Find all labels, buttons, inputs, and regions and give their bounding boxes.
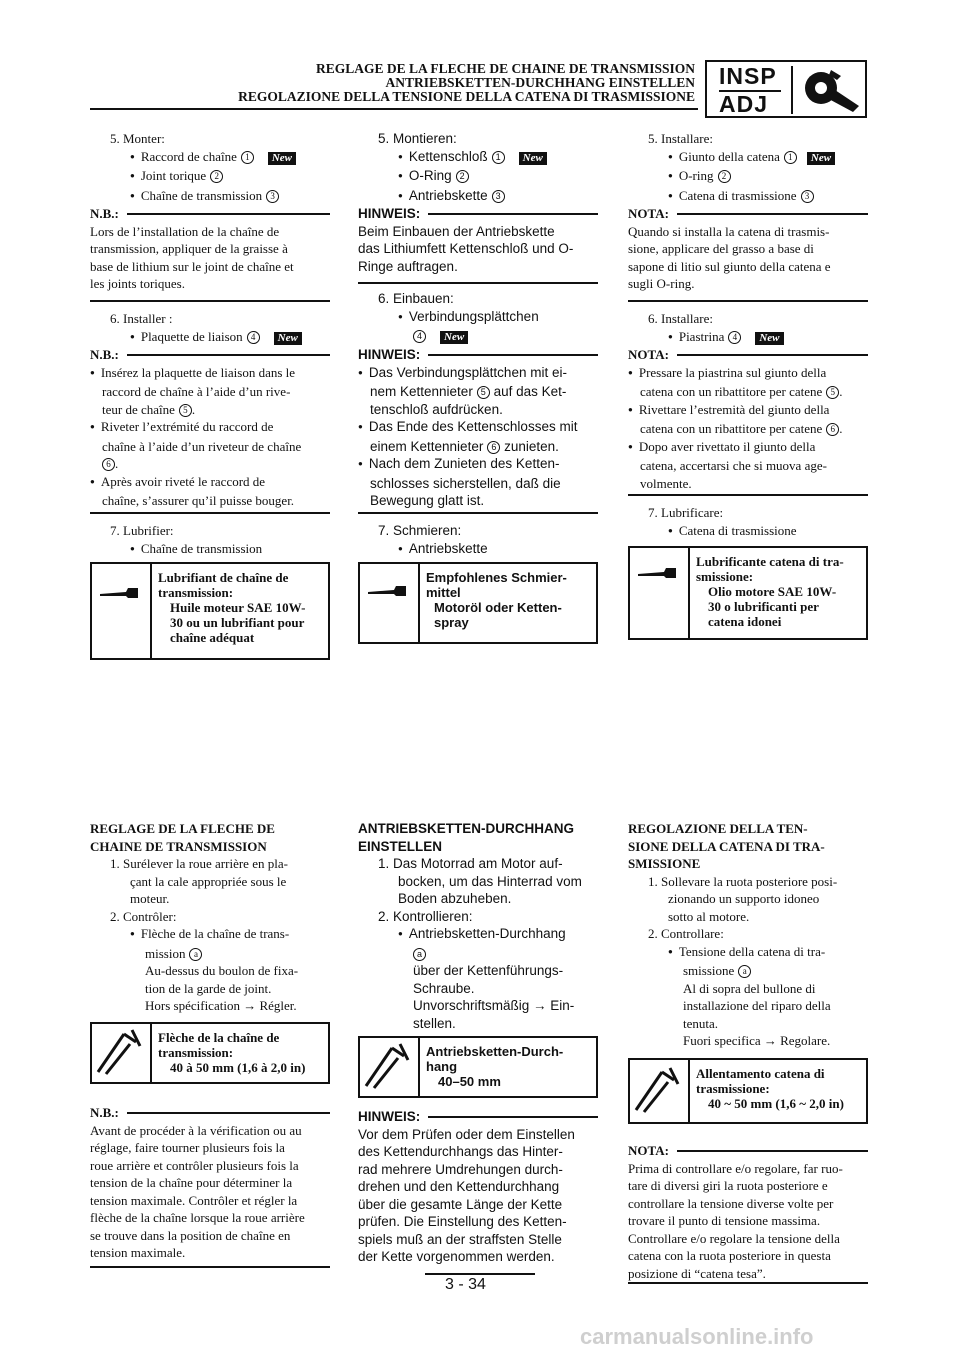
it-step1-cont: zionando un supporto idoneo [668, 891, 820, 906]
callout-6: 6 [102, 458, 115, 471]
fr-install-section [90, 130, 330, 206]
it-check-detail: installazione del riparo della [683, 998, 831, 1013]
header-title-it: REGOLAZIONE DELLA TENSIONE DELLA CATENA DI TRASMISSIONE [238, 89, 695, 104]
it-note-line: volmente. [640, 475, 692, 491]
it-note-1-heading: NOTA: [628, 205, 868, 223]
de-note-line: Vor dem Prüfen oder dem Einstellen [358, 1126, 575, 1142]
callout-5: 5 [477, 386, 490, 399]
spec-line: Lubrificante catena di tra- [696, 554, 844, 569]
fr-check-detail: Hors spécification → Régler. [145, 998, 297, 1013]
de-spec-text [426, 570, 590, 630]
fr-note-line: teur de chaîne 5 . [102, 401, 196, 417]
de-item-link-plate: ● Verbindungsplättchen [358, 308, 598, 328]
spec-line: Antriebsketten-Durch- [426, 1044, 564, 1059]
divider [628, 494, 868, 496]
de-note-line: nem Kettennieter 5 auf das Ket- [370, 384, 567, 399]
badge-adj: ADJ [719, 91, 769, 117]
de-adjust-section [358, 820, 598, 1032]
header-rule [90, 108, 698, 110]
fr-note-line: chaîne à l’aide d’un riveteur de chaîne [102, 438, 302, 454]
spec-line: 30 ou un lubrifiant pour [170, 615, 305, 630]
it-slack-spec [628, 1058, 868, 1124]
it-check-detail: tenuta. [683, 1015, 719, 1031]
fr-note-line: se trouve dans la position de chaîne en [90, 1227, 291, 1243]
it-item-label: Piastrina [678, 328, 725, 344]
spec-line: smissione: [696, 569, 754, 584]
de-section-title: ANTRIEBSKETTEN-DURCHHANG [358, 821, 574, 836]
divider [358, 512, 598, 514]
de-note-3 [358, 1108, 598, 1266]
fr-check-item-cont: mission a [90, 945, 330, 963]
de-step1-cont: bocken, um das Hinterrad vom [398, 873, 582, 889]
de-note-line: das Lithiumfett Kettenschloß und O- [358, 241, 574, 256]
callout-3: 3 [492, 190, 505, 203]
it-note-line: catena con la ruota posteriore in questa [628, 1248, 831, 1263]
page-header [170, 62, 695, 104]
fr-section-title: CHAINE DE TRANSMISSION [90, 838, 267, 854]
fr-note-line: ● Insérez la plaquette de liaison dans le [90, 364, 330, 384]
fr-note-3 [90, 1104, 330, 1262]
de-note-line: ● Das Ende des Kettenschlosses mit [358, 418, 598, 438]
de-check-detail: über der Kettenführungs- [413, 963, 564, 978]
oil-can-icon [630, 548, 684, 638]
de-check-item: ● Antriebsketten-Durchhang [358, 925, 598, 945]
callout-a: a [413, 948, 426, 961]
spec-line: hang [426, 1059, 458, 1074]
lubricant-icon-box [360, 564, 420, 642]
spec-line: chaîne adéquat [170, 630, 255, 645]
de-item-chain: ● Antriebskette [358, 540, 598, 560]
fr-step7: 7. Lubrifier: [110, 523, 174, 538]
de-slack-text [426, 1044, 590, 1089]
de-item-label: Kettenschloß [408, 148, 488, 164]
it-slack-text [696, 1066, 860, 1111]
caliper-icon [360, 1038, 414, 1096]
de-note-line: über die gesamte Länge der Kette [358, 1196, 563, 1212]
measurement-icon-box [360, 1038, 420, 1096]
it-step6: 6. Installare: [648, 311, 713, 326]
insp-adj-badge [705, 60, 867, 118]
divider [90, 512, 330, 514]
de-note-line: spiels muß an der straffsten Stelle [358, 1231, 562, 1247]
divider [90, 1266, 330, 1268]
it-item-label: O-ring [678, 168, 714, 183]
de-note-2 [358, 346, 598, 510]
de-note-line: der Kette vorgenommen werden. [358, 1249, 555, 1264]
wrench-gauge-icon [801, 66, 861, 114]
fr-item-label: Joint torique [140, 168, 207, 183]
de-check-detail: Unvorschriftsmäßig → Ein- [413, 998, 575, 1013]
de-item-chain [358, 187, 598, 207]
it-check-item-cont: smissione a [628, 962, 868, 980]
de-note-line: Ringe auftragen. [358, 258, 458, 274]
badge-separator [791, 66, 793, 114]
fr-check-item: ● Flèche de la chaîne de trans- [90, 925, 330, 945]
new-badge: New [274, 332, 302, 345]
it-note-line: sapone di litio sul giunto della catena e [628, 258, 831, 274]
de-install-section [358, 130, 598, 206]
callout-4: 4 [728, 331, 741, 344]
de-note-line: prüfen. Die Einstellung des Ketten- [358, 1214, 567, 1229]
it-note-3 [628, 1142, 868, 1282]
lubricant-icon-box [92, 564, 152, 658]
de-check-detail: stellen. [413, 1015, 456, 1031]
de-lubricant-spec [358, 562, 598, 644]
fr-item-chain: ● Chaîne de transmission [90, 540, 330, 560]
fr-note-2-heading: N.B.: [90, 346, 330, 364]
fr-slack-text [158, 1030, 322, 1075]
it-note-line: sione, applicare del grasso a base di [628, 241, 814, 256]
de-note-line: des Kettendurchhangs das Hinter- [358, 1144, 563, 1159]
header-title-de: ANTRIEBSKETTEN-DURCHHANG EINSTELLEN [385, 75, 695, 90]
it-note-line: Controllare e/o regolare la tensione della [628, 1230, 840, 1246]
de-item-label: Antriebskette [408, 187, 488, 203]
it-item-label: Giunto della catena [678, 148, 780, 164]
spec-line: Huile moteur SAE 10W- [170, 600, 306, 615]
it-item-oring [628, 167, 868, 187]
fr-step6-section [90, 310, 330, 347]
fr-step1-cont: moteur. [130, 891, 170, 906]
fr-note-line: les joints toriques. [90, 276, 185, 291]
de-check-detail: Schraube. [413, 980, 475, 996]
divider [358, 282, 598, 284]
de-note-3-heading: HINWEIS: [358, 1108, 598, 1126]
it-step1-cont: sotto al motore. [668, 908, 750, 924]
page-number: 3 - 34 [445, 1276, 486, 1293]
it-step1: 1. Sollevare la ruota posteriore posi- [648, 873, 838, 889]
caliper-icon [92, 1024, 146, 1082]
callout-5: 5 [826, 386, 839, 399]
spec-line: transmission: [158, 1045, 234, 1060]
it-check-item: ● Tensione della catena di tra- [628, 943, 868, 963]
de-step6-section [358, 290, 598, 345]
it-note-line: trovare il punto di tensione massima. [628, 1213, 821, 1228]
new-badge: New [755, 332, 783, 345]
it-item-chain: ● Catena di trasmissione [628, 522, 868, 542]
it-adjust-section [628, 820, 868, 1050]
fr-note-line: ● Riveter l’extrémité du raccord de [90, 418, 330, 438]
de-item-oring [358, 167, 598, 187]
divider [628, 1282, 868, 1284]
fr-note-1-heading: N.B.: [90, 205, 330, 223]
new-badge: New [440, 331, 468, 344]
new-badge: New [807, 152, 835, 165]
it-note-line: catena con un ribattitore per catene 5 . [640, 384, 843, 399]
de-note-line: schlosses sicherstellen, daß die [370, 475, 561, 491]
it-section-title: SMISSIONE [628, 856, 701, 871]
it-check-detail: Al di sopra del bullone di [683, 980, 816, 996]
it-item-label: Catena di trasmissione [678, 187, 797, 203]
spec-line: trasmissione: [696, 1081, 770, 1096]
spec-line: transmission: [158, 585, 234, 600]
fr-note-1 [90, 205, 330, 293]
de-note-line: ● Nach dem Zunieten des Ketten- [358, 455, 598, 475]
de-note-1-heading: HINWEIS: [358, 205, 598, 223]
spec-line: 40 à 50 mm (1,6 à 2,0 in) [170, 1060, 306, 1075]
it-note-line: ● Pressare la piastrina sul giunto della [628, 364, 868, 384]
oil-can-icon [360, 564, 414, 642]
spec-line: mittel [426, 585, 461, 600]
fr-note-line: flèche de la chaîne lorsque la roue arrière [90, 1210, 305, 1225]
it-note-line: tare di diversi giri la ruota posteriore e [628, 1178, 828, 1193]
it-step7: 7. Lubrificare: [648, 505, 724, 520]
de-item-label: O-Ring [408, 168, 452, 183]
fr-item-label: Raccord de chaîne [140, 148, 237, 164]
divider [628, 300, 868, 302]
fr-lubricant-spec [90, 562, 330, 660]
callout-2: 2 [456, 170, 469, 183]
it-note-line: catena, accertarsi che si muova age- [640, 458, 827, 473]
lubricant-icon-box [630, 548, 690, 638]
measurement-icon-box [92, 1024, 152, 1082]
de-note-line: drehen und den Kettendurchhang [358, 1179, 560, 1194]
measurement-icon-box [630, 1060, 690, 1122]
fr-spec-text [158, 570, 322, 645]
callout-1: 1 [784, 151, 797, 164]
it-item-chain-joint [628, 148, 868, 168]
spec-line: 40–50 mm [438, 1074, 501, 1089]
fr-note-3-heading: N.B.: [90, 1104, 330, 1122]
callout-1: 1 [241, 151, 254, 164]
spec-line: Flèche de la chaîne de [158, 1030, 280, 1045]
de-note-line: rad mehrere Umdrehungen durch- [358, 1161, 563, 1177]
de-section-title: EINSTELLEN [358, 838, 443, 854]
it-step5: 5. Installare: [648, 131, 713, 146]
fr-note-line: tension maximale. [90, 1245, 186, 1260]
it-check-detail: Fuori specifica → Regolare. [683, 1033, 831, 1048]
fr-step6: 6. Installer : [110, 311, 173, 326]
de-step1: 1. Das Motorrad am Motor auf- [378, 856, 563, 871]
spec-line: Olio motore SAE 10W- [708, 584, 837, 599]
it-note-line: ● Dopo aver rivettato il giunto della [628, 438, 868, 458]
oil-can-icon [92, 564, 146, 658]
fr-item-chain-joint [90, 148, 330, 168]
it-item-plate [628, 328, 868, 348]
fr-section-title: REGLAGE DE LA FLECHE DE [90, 821, 275, 836]
callout-1: 1 [492, 151, 505, 164]
de-step1-cont: Boden abzuheben. [398, 891, 512, 906]
it-note-line: Quando si installa la catena di trasmis- [628, 223, 830, 239]
fr-note-line: Avant de procéder à la vérification ou au [90, 1122, 302, 1138]
it-note-2 [628, 346, 868, 492]
badge-insp: INSP [719, 63, 777, 89]
fr-item-chain [90, 187, 330, 207]
fr-note-line: tension de la chaîne pour déterminer la [90, 1175, 293, 1190]
fr-step2: 2. Contrôler: [110, 908, 177, 924]
de-note-line: einem Kettennieter 6 zunieten. [370, 438, 559, 454]
de-check-item-callout [358, 945, 598, 963]
it-note-3-heading: NOTA: [628, 1142, 868, 1160]
it-step6-section [628, 310, 868, 347]
it-note-1 [628, 205, 868, 293]
fr-note-line: tension maximale. Contrôler et régler la [90, 1192, 298, 1208]
fr-note-line: ● Après avoir riveté le raccord de [90, 473, 330, 493]
de-note-line: Beim Einbauen der Antriebskette [358, 223, 555, 239]
callout-3: 3 [801, 190, 814, 203]
fr-step1: 1. Surélever la roue arrière en pla- [110, 856, 288, 871]
de-note-1 [358, 205, 598, 275]
de-step5: 5. Montieren: [378, 131, 457, 146]
it-spec-text [696, 554, 860, 629]
de-note-line: Bewegung glatt ist. [370, 493, 485, 508]
fr-adjust-section [90, 820, 330, 1015]
it-note-line: posizione di “catena tesa”. [628, 1265, 766, 1281]
de-step2: 2. Kontrollieren: [378, 908, 473, 924]
fr-note-line: transmission, appliquer de la graisse à [90, 241, 288, 256]
spec-line: Motoröl oder Ketten- [434, 600, 562, 615]
it-lubricant-spec [628, 546, 868, 640]
fr-item-label: Chaîne de transmission [140, 187, 263, 203]
fr-step5: 5. Monter: [110, 131, 165, 146]
fr-item-link-plate [90, 328, 330, 348]
fr-check-detail: Au-dessus du boulon de fixa- [145, 963, 299, 978]
it-note-2-heading: NOTA: [628, 346, 868, 364]
fr-note-line: roue arrière et contrôler plusieurs fois la [90, 1157, 299, 1173]
spec-line: catena idonei [708, 614, 782, 629]
de-note-line: ● Das Verbindungsplättchen mit ei- [358, 364, 598, 384]
watermark: carmanualsonline.info [580, 1324, 814, 1349]
fr-note-2 [90, 346, 330, 510]
de-slack-spec [358, 1036, 598, 1098]
callout-a: a [738, 965, 751, 978]
fr-note-line: raccord de chaîne à l’aide d’un rive- [102, 384, 291, 399]
spec-line: Lubrifiant de chaîne de [158, 570, 289, 585]
fr-note-line: chaîne, s’assurer qu’il puisse bouger. [102, 493, 295, 508]
callout-4: 4 [247, 331, 260, 344]
fr-item-label: Plaquette de liaison [140, 328, 243, 344]
fr-note-line: base de lithium sur le joint de chaîne et [90, 258, 294, 274]
callout-3: 3 [266, 190, 279, 203]
it-step7-section [628, 504, 868, 541]
it-section-title: REGOLAZIONE DELLA TEN- [628, 821, 808, 836]
it-section-title: SIONE DELLA CATENA DI TRA- [628, 838, 825, 854]
de-step6: 6. Einbauen: [378, 291, 454, 306]
fr-slack-spec [90, 1022, 330, 1084]
de-note-2-heading: HINWEIS: [358, 346, 598, 364]
callout-6: 6 [826, 423, 839, 436]
spec-line: 40 ~ 50 mm (1,6 ~ 2,0 in) [708, 1096, 844, 1111]
it-install-section [628, 130, 868, 206]
it-item-chain [628, 187, 868, 207]
header-title-fr: REGLAGE DE LA FLECHE DE CHAINE DE TRANSMISSION [316, 61, 695, 76]
divider [90, 300, 330, 302]
de-item-link-plate-callout [358, 327, 598, 345]
de-note-line: tenschloß aufdrücken. [370, 401, 503, 417]
de-item-chain-joint [358, 148, 598, 168]
page-number-rule [425, 1273, 535, 1275]
de-step7-section [358, 522, 598, 559]
spec-line: Empfohlenes Schmier- [426, 570, 567, 585]
callout-4: 4 [413, 330, 426, 343]
fr-step7-section [90, 522, 330, 559]
spec-line: spray [434, 615, 469, 630]
fr-note-line: réglage, faire tourner plusieurs fois la [90, 1140, 285, 1155]
it-step2: 2. Controllare: [648, 926, 724, 941]
callout-2: 2 [210, 170, 223, 183]
fr-step1-cont: çant la cale appropriée sous le [130, 873, 287, 889]
callout-6: 6 [487, 441, 500, 454]
it-note-line: ● Rivettare l’estremità del giunto della [628, 401, 868, 421]
fr-note-line: 6 . [90, 455, 330, 473]
callout-2: 2 [718, 170, 731, 183]
it-note-line: controllare la tensione diverse volte per [628, 1195, 834, 1211]
it-note-line: catena con un ribattitore per catene 6 . [640, 421, 843, 436]
new-badge: New [519, 152, 547, 165]
callout-5: 5 [179, 404, 192, 417]
it-note-line: sugli O-ring. [628, 276, 695, 291]
fr-check-detail: tion de la garde de joint. [145, 980, 272, 996]
callout-a: a [189, 948, 202, 961]
de-step7: 7. Schmieren: [378, 523, 462, 538]
new-badge: New [268, 152, 296, 165]
spec-line: 30 o lubrificanti per [708, 599, 819, 614]
fr-item-oring [90, 167, 330, 187]
caliper-icon [630, 1060, 684, 1122]
it-note-line: Prima di controllare e/o regolare, far ruo- [628, 1160, 843, 1176]
spec-line: Allentamento catena di [696, 1066, 825, 1081]
fr-note-line: Lors de l’installation de la chaîne de [90, 223, 280, 239]
